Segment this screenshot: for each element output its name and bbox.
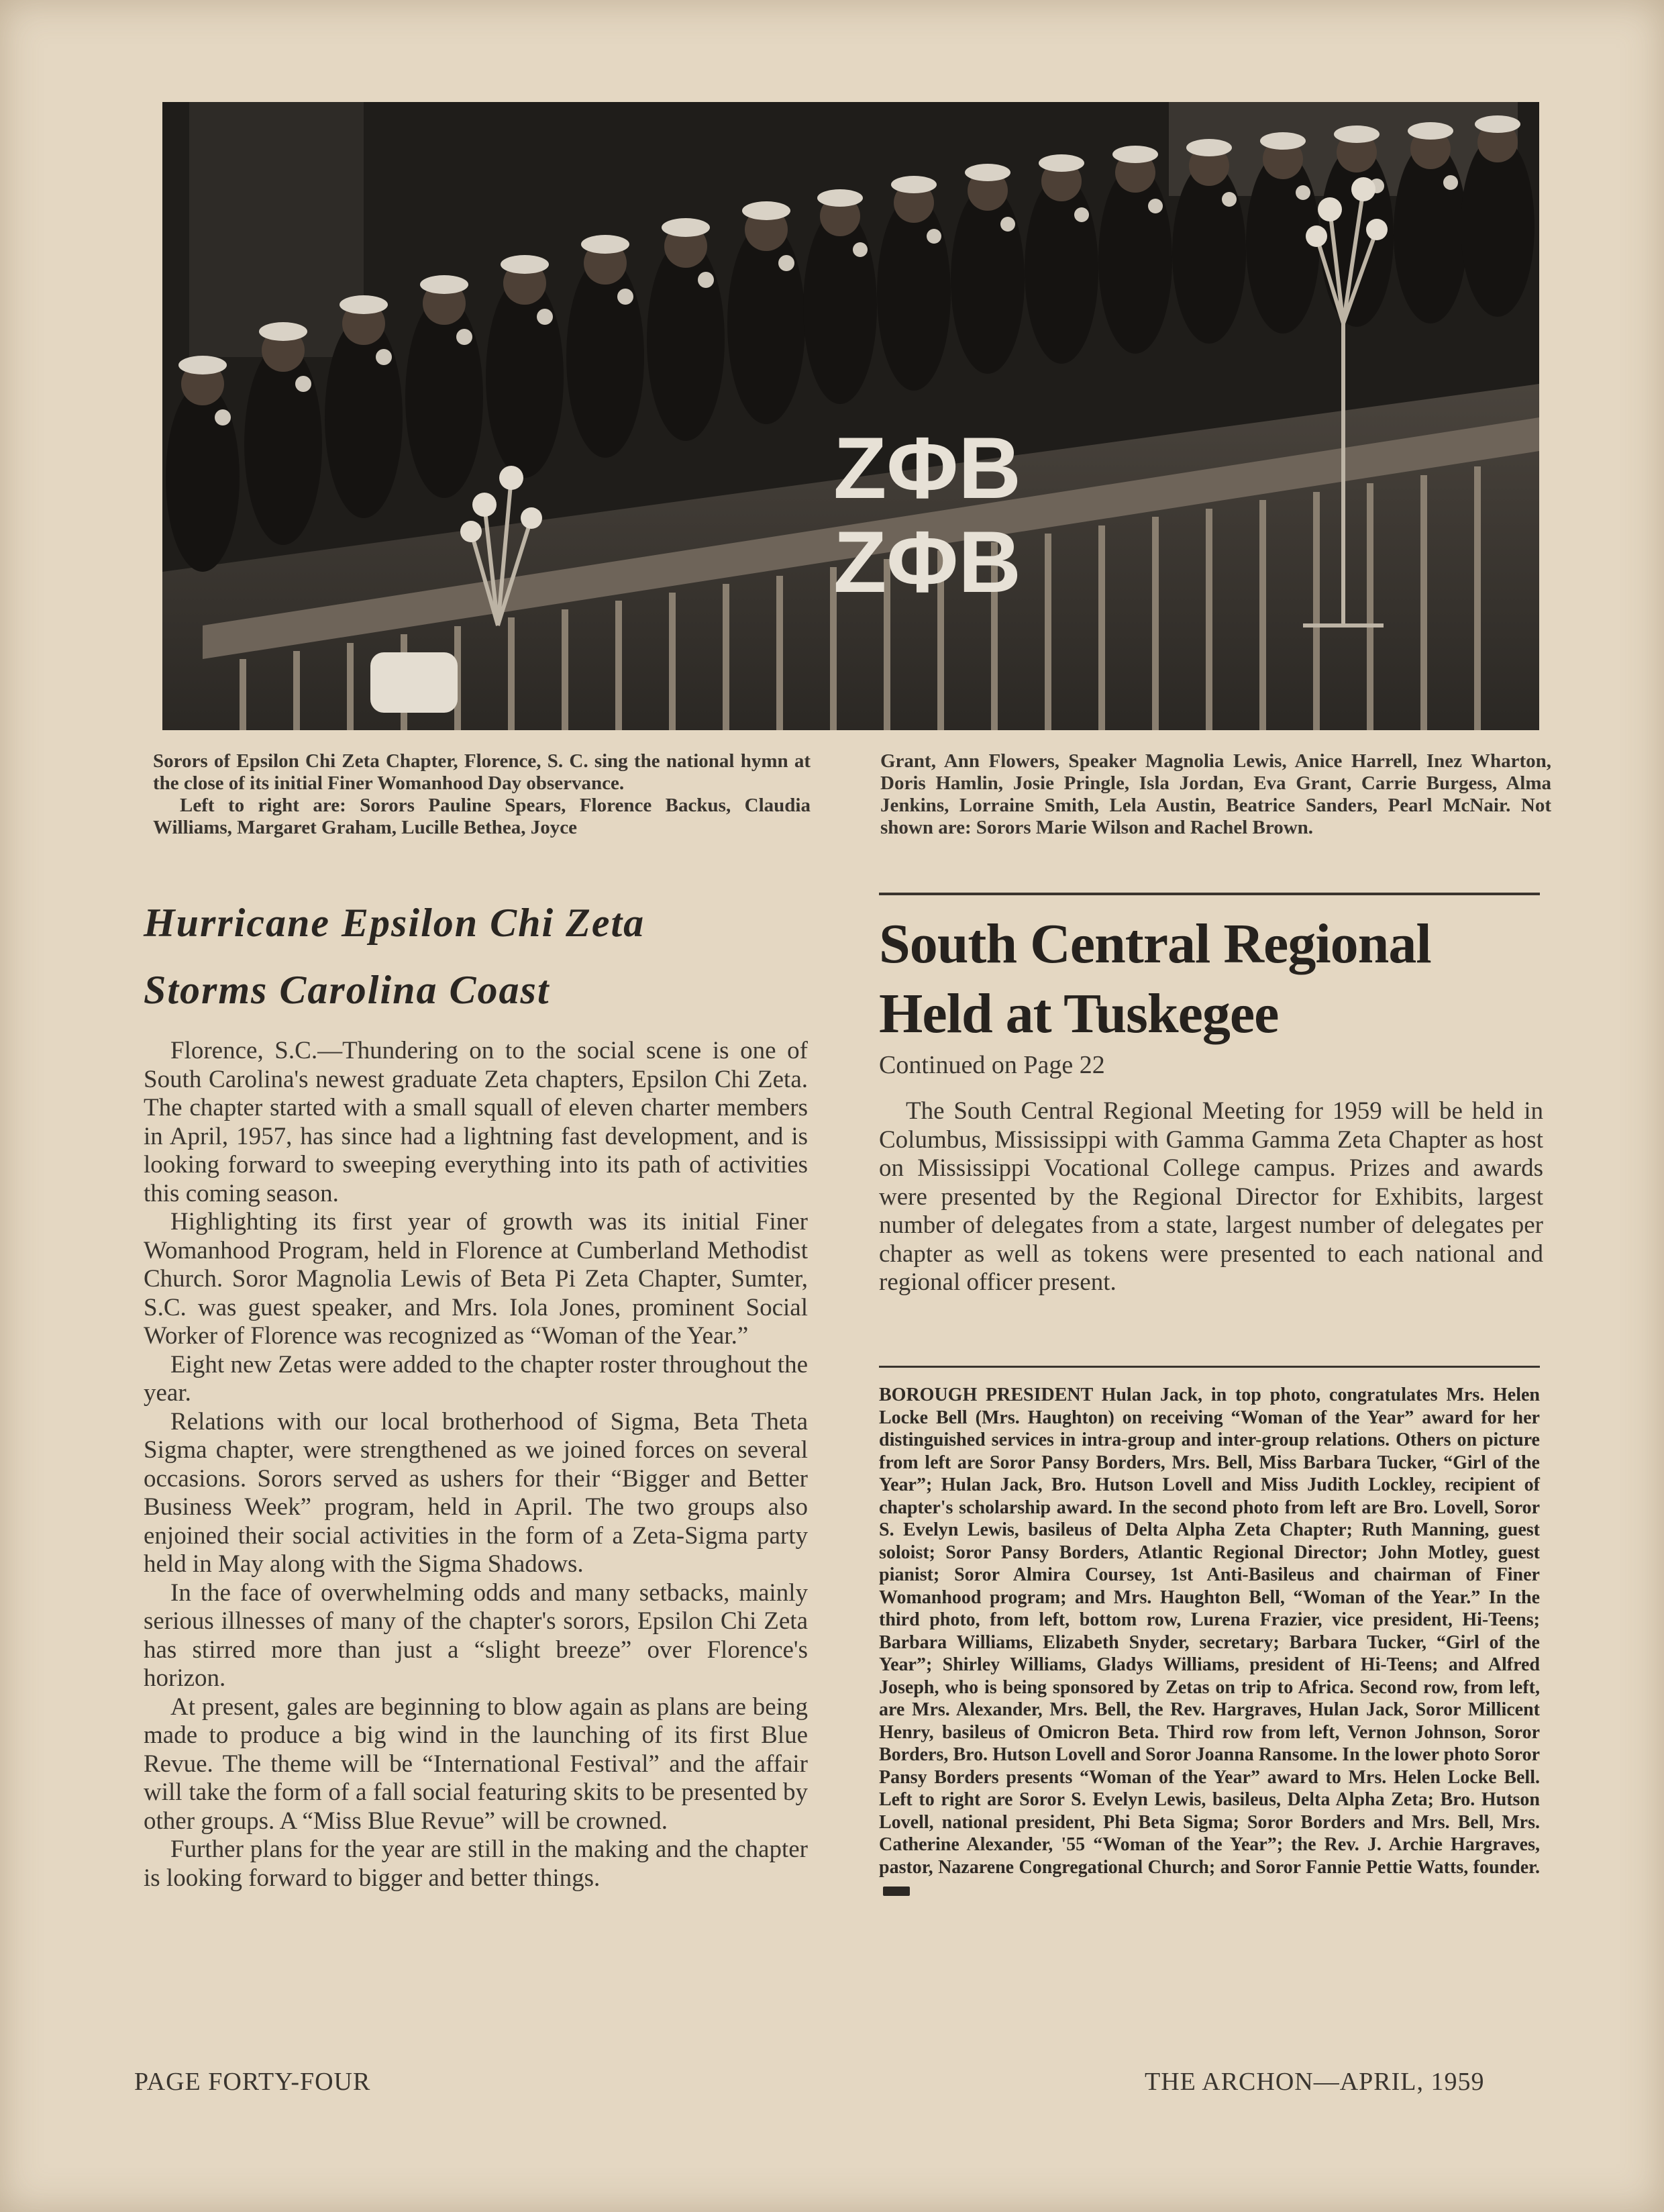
left-paragraph: Further plans for the year are still in the making and the chapter is looking forward to bigger and better things. [144, 1836, 808, 1892]
left-paragraph: Eight new Zetas were added to the chapter roster throughout the year. [144, 1350, 808, 1407]
right-paragraph: The South Central Regional Meeting for 1959 will be held in Columbus, Mississippi with Gamma Gamma Zeta Chapter as host on Mississippi Vocational College campus. Prizes and awards were presented by the Regional Director for Exhibits, largest number of delegates from a state, largest number of delegates per chapter as well as tokens were presented to each national and regional officer present. [879, 1097, 1543, 1296]
photo-caption-left [153, 750, 811, 839]
left-headline-line1: Hurricane Epsilon Chi Zeta [144, 901, 645, 945]
photo-illustration [162, 102, 1539, 730]
right-article-body [879, 1097, 1543, 1297]
left-paragraph: Highlighting its first year of growth was its initial Finer Womanhood Program, held in Florence at Cumberland Methodist Church. Soror Magnolia Lewis of Beta Pi Zeta Chapter, Sumter, S.C. was guest speaker, and Mrs. Iola Jones, prominent Social Worker of Florence was recognized as “Woman of the Year.” [144, 1208, 808, 1350]
chapter-group-photo [162, 102, 1539, 730]
left-article-headline [144, 889, 815, 1023]
left-article-body [144, 1037, 808, 1893]
left-headline-line2: Storms Carolina Coast [144, 968, 550, 1012]
left-paragraph: Relations with our local brotherhood of Sigma, Beta Theta Sigma chapter, were strengthened as we joined forces on several occasions. Sorors served as ushers for their “Bigger and Better Business Week” program, held in April. The two groups also enjoined their social activities in the form of a Zeta-Sigma party held in May along with the Sigma Shadows. [144, 1407, 808, 1578]
banner-text-top: ZΦB [833, 419, 1021, 517]
borough-president-caption [879, 1384, 1540, 1901]
left-paragraph: In the face of overwhelming odds and many setbacks, mainly serious illnesses of many of the chapter's sorors, Epsilon Chi Zeta has stirred more than just a “slight breeze” over Florence's horizon. [144, 1578, 808, 1692]
banner-text-bottom: ZΦB [833, 513, 1021, 611]
rule-middle [879, 1366, 1540, 1368]
photo-caption-left-line2: Left to right are: Sorors Pauline Spears, Florence Backus, Claudia Williams, Margaret Graham, Lucille Bethea, Joyce [153, 795, 811, 838]
rule-top [879, 893, 1540, 895]
borough-caption-text: BOROUGH PRESIDENT Hulan Jack, in top photo, congratulates Mrs. Helen Locke Bell (Mrs. Haughton) on receiving “Woman of the Year” award for her distinguished services in intra-group and inter-group relations. Others on picture from left are Soror Pansy Borders, Mrs. Bell, Miss Barbara Tucker, “Girl of the Year”; Hulan Jack, Bro. Hutson Lovell and Miss Judith Lockley, recipient of chapter's scholarship award. In the second photo from left are Bro. Lovell, Soror S. Evelyn Lewis, basileus of Delta Alpha Zeta Chapter; Ruth Manning, guest soloist; Soror Pansy Borders, Atlantic Regional Director; John Motley, guest pianist; Soror Almira Coursey, 1st Anti-Basileus and chairman of Finer Womanhood program; and Mrs. Haughton Bell, “Woman of the Year.” In the third photo, from left, bottom row, Lurena Frazier, vice president, Hi-Teens; Barbara Williams, Elizabeth Snyder, secretary; Barbara Tucker, “Girl of the Year”; Shirley Williams, Gladys Williams, president of Hi-Teens; and Alfred Joseph, who is being sponsored by Zetas on trip to Africa. Second row, from left, are Mrs. Alexander, Mrs. Bell, the Rev. Hargraves, Hulan Jack, Soror Millicent Henry, basileus of Omicron Beta. Third row from left, Vernon Johnson, Soror Borders, Bro. Hutson Lovell and Soror Joanna Ransome. In the lower photo Soror Pansy Borders presents “Woman of the Year” award to Mrs. Helen Locke Bell. Left to right are Soror S. Evelyn Lewis, basileus, Delta Alpha Zeta; Bro. Hutson Lovell, national president, Phi Beta Sigma; Soror Borders and Mrs. Bell, Mrs. Catherine Alexander, '55 “Woman of the Year”; the Rev. J. Archie Hargraves, pastor, Nazarene Congregational Church; and Soror Fannie Pettie Watts, founder. [879, 1385, 1540, 1878]
right-headline-line2: Held at Tuskegee [879, 983, 1279, 1045]
photo-caption-right [880, 750, 1551, 839]
photo-caption-right-text: Grant, Ann Flowers, Speaker Magnolia Lewis, Anice Harrell, Inez Wharton, Doris Hamlin, Josie Pringle, Isla Jordan, Eva Grant, Carrie Burgess, Alma Jenkins, Lorraine Smith, Lela Austin, Beatrice Sanders, Pearl McNair. Not shown are: Sorors Marie Wilson and Rachel Brown. [880, 750, 1551, 838]
publication-date: THE ARCHON—APRIL, 1959 [1145, 2068, 1485, 2096]
pointing-hand-icon [883, 1887, 910, 1896]
right-article-headline [879, 909, 1550, 1049]
photo-caption-left-line1: Sorors of Epsilon Chi Zeta Chapter, Florence, S. C. sing the national hymn at the close of its initial Finer Womanhood Day observance. [153, 750, 811, 794]
continued-note: Continued on Page 22 [879, 1051, 1105, 1079]
left-paragraph: Florence, S.C.—Thundering on to the social scene is one of South Carolina's newest graduate Zeta chapters, Epsilon Chi Zeta. The chapter started with a small squall of eleven charter members in April, 1957, has since had a lightning fast development, and is looking forward to sweeping everything into its path of activities this coming season. [144, 1037, 808, 1207]
left-paragraph: At present, gales are beginning to blow again as plans are being made to produce a big wind in the launching of its first Blue Revue. The theme will be “International Festival” and the affair will take the form of a fall social featuring skits to be presented by other groups. A “Miss Blue Revue” will be crowned. [144, 1693, 808, 1835]
right-headline-line1: South Central Regional [879, 913, 1431, 975]
page-number: PAGE FORTY-FOUR [134, 2068, 371, 2096]
